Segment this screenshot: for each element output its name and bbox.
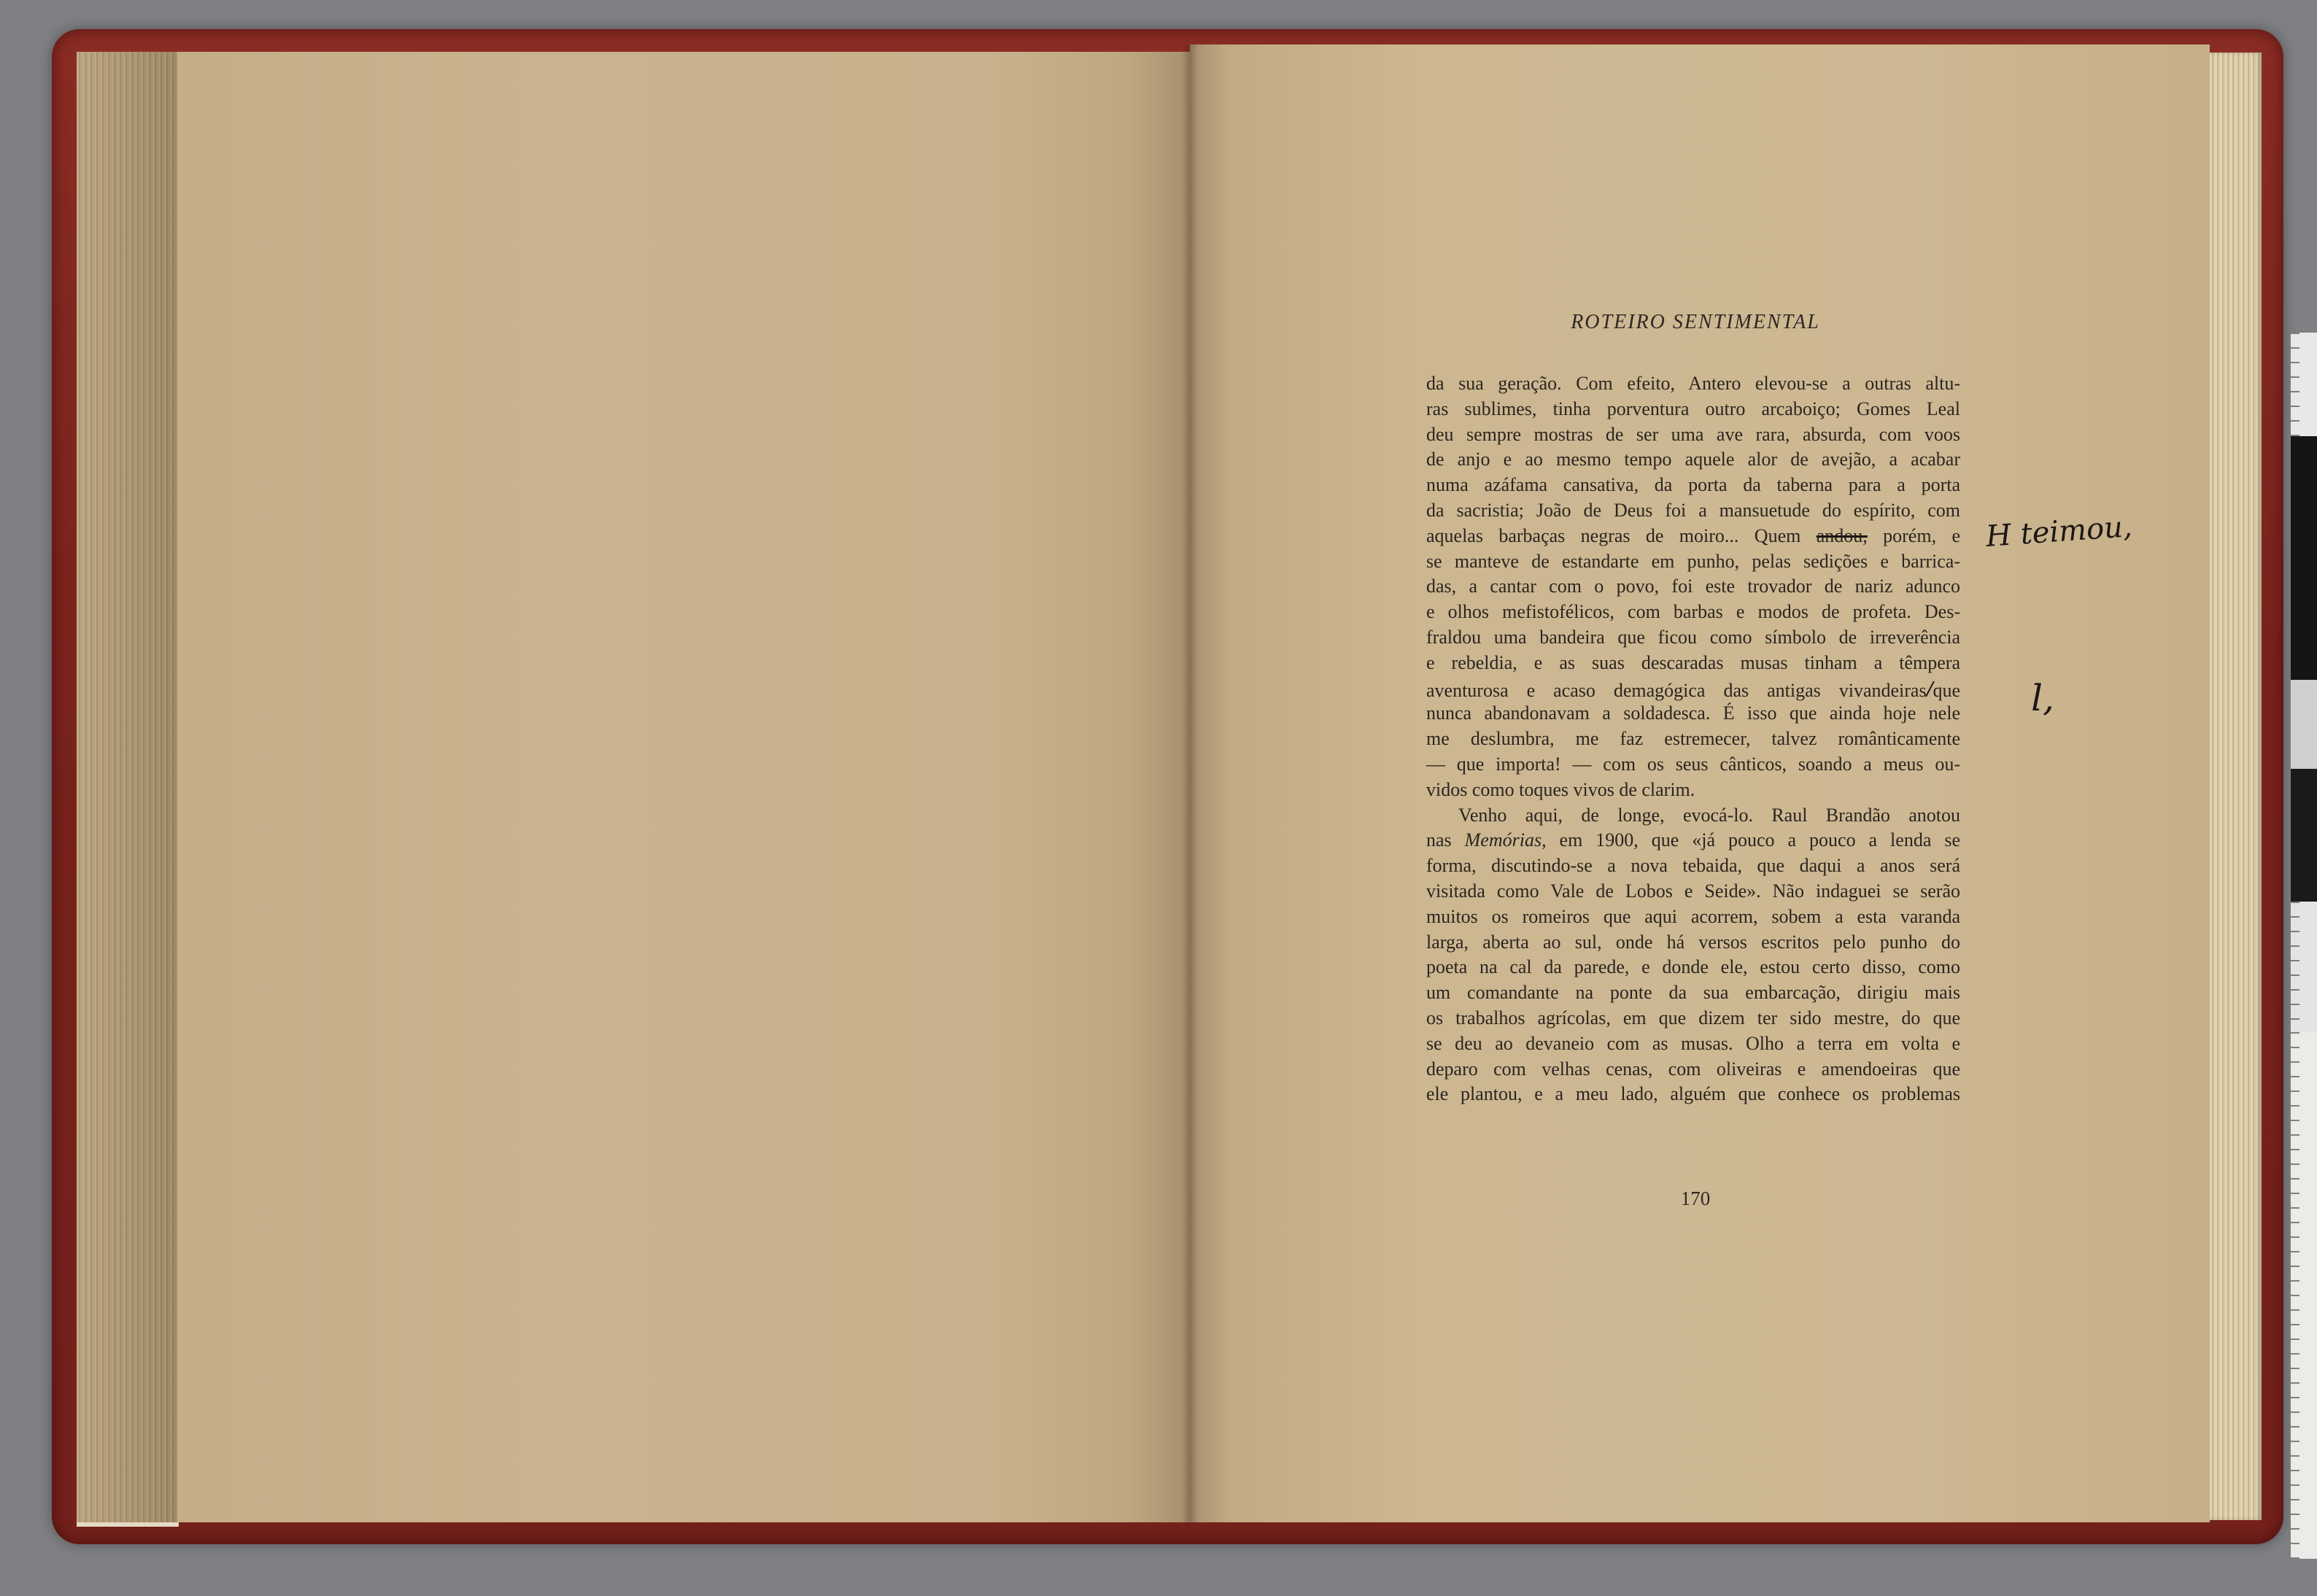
body-text — [1426, 371, 1960, 1107]
text-line: forma, discutindo-se a nova tebaida, que daqui a anos será — [1426, 855, 1960, 877]
handwritten-margin-note: H teimou, — [1984, 510, 2133, 554]
text-segment: aquelas barbaças negras de moiro... Quem — [1426, 524, 1817, 546]
text-line: da sua geração. Com efeito, Antero elevou-se a outras altu- — [1426, 373, 1960, 394]
book-gutter — [1182, 44, 1198, 1522]
text-segment: aventurosa e acaso demagógica das antigas vivandeiras — [1426, 679, 1927, 701]
text-line: e rebeldia, e as suas descaradas musas tinham a têmpera — [1426, 651, 1960, 673]
text-line: visitada como Vale de Lobos e Seide». Não indaguei se serão — [1426, 880, 1960, 902]
text-line: — que importa! — com os seus cânticos, soando a meus ou- — [1426, 753, 1960, 775]
text-line: me deslumbra, me faz estremecer, talvez românticamente — [1426, 728, 1960, 750]
text-line: nunca abandonavam a soldadesca. É isso que ainda hoje nele — [1426, 702, 1960, 724]
right-page-edges — [2210, 53, 2262, 1520]
text-line: deu sempre mostras de ser uma ave rara, absurda, com voos — [1426, 423, 1960, 445]
text-segment: , em 1900, que «já pouco a pouco a lenda se — [1542, 829, 1960, 851]
left-page-edges — [77, 52, 179, 1527]
text-line: se manteve de estandarte em punho, pelas sedições e barrica- — [1426, 550, 1960, 572]
text-segment: que — [1933, 679, 1960, 701]
text-line: muitos os romeiros que aqui acorrem, sobem a esta varanda — [1426, 905, 1960, 927]
text-line: se deu ao devaneio com as musas. Olho a terra em volta e — [1426, 1032, 1960, 1054]
scale-segment-white — [2291, 333, 2317, 436]
handwritten-insert-mark: / — [1926, 675, 1933, 702]
scale-segment-black — [2291, 769, 2317, 902]
text-line — [1426, 828, 1960, 853]
text-line: de anjo e ao mesmo tempo aquele alor de avejão, a acabar — [1426, 449, 1960, 470]
text-line: das, a cantar com o povo, foi este trovador de nariz adunco — [1426, 576, 1960, 597]
text-line: larga, aberta ao sul, onde há versos escritos pelo punho do — [1426, 931, 1960, 953]
text-line: e olhos mefistofélicos, com barbas e modos de profeta. Des- — [1426, 601, 1960, 623]
scale-ruler — [2291, 1032, 2317, 1559]
text-line: Venho aqui, de longe, evocá-lo. Raul Brandão anotou — [1458, 804, 1960, 826]
text-line: poeta na cal da parede, e donde ele, estou certo disso, como — [1426, 956, 1960, 978]
text-segment: porém, e — [1867, 524, 1960, 546]
italic-title: Memórias — [1464, 829, 1542, 851]
text-line: fraldou uma bandeira que ficou como símbolo de irreverência — [1426, 626, 1960, 648]
handwritten-margin-note: l, — [2031, 677, 2054, 719]
text-segment: nas — [1426, 829, 1465, 851]
scale-segment-black — [2291, 436, 2317, 680]
running-head: ROTEIRO SENTIMENTAL — [1571, 311, 1820, 333]
text-line: deparo com velhas cenas, com oliveiras e amendoeiras que — [1426, 1058, 1960, 1080]
scale-segment-white — [2291, 902, 2317, 1032]
text-line: os trabalhos agrícolas, em que dizem ter sido mestre, do que — [1426, 1007, 1960, 1029]
text-line — [1426, 524, 1960, 549]
text-line — [1426, 676, 1960, 702]
text-line: ras sublimes, tinha porventura outro arcaboiço; Gomes Leal — [1426, 398, 1960, 419]
scale-segment-gray — [2291, 680, 2317, 769]
text-line: ele plantou, e a meu lado, alguém que conhece os problemas — [1426, 1083, 1960, 1105]
text-line: vidos como toques vivos de clarim. — [1426, 778, 1695, 800]
left-page-blank — [177, 52, 1190, 1522]
text-line: numa azáfama cansativa, da porta da taberna para a porta — [1426, 474, 1960, 496]
text-line: um comandante na ponte da sua embarcação, dirigiu mais — [1426, 982, 1960, 1004]
text-line: da sacristia; João de Deus foi a mansuetude do espírito, com — [1426, 499, 1960, 521]
page-number: 170 — [1680, 1188, 1711, 1209]
struck-word: andou, — [1816, 524, 1868, 546]
scan-scale-strip — [2291, 333, 2317, 1559]
